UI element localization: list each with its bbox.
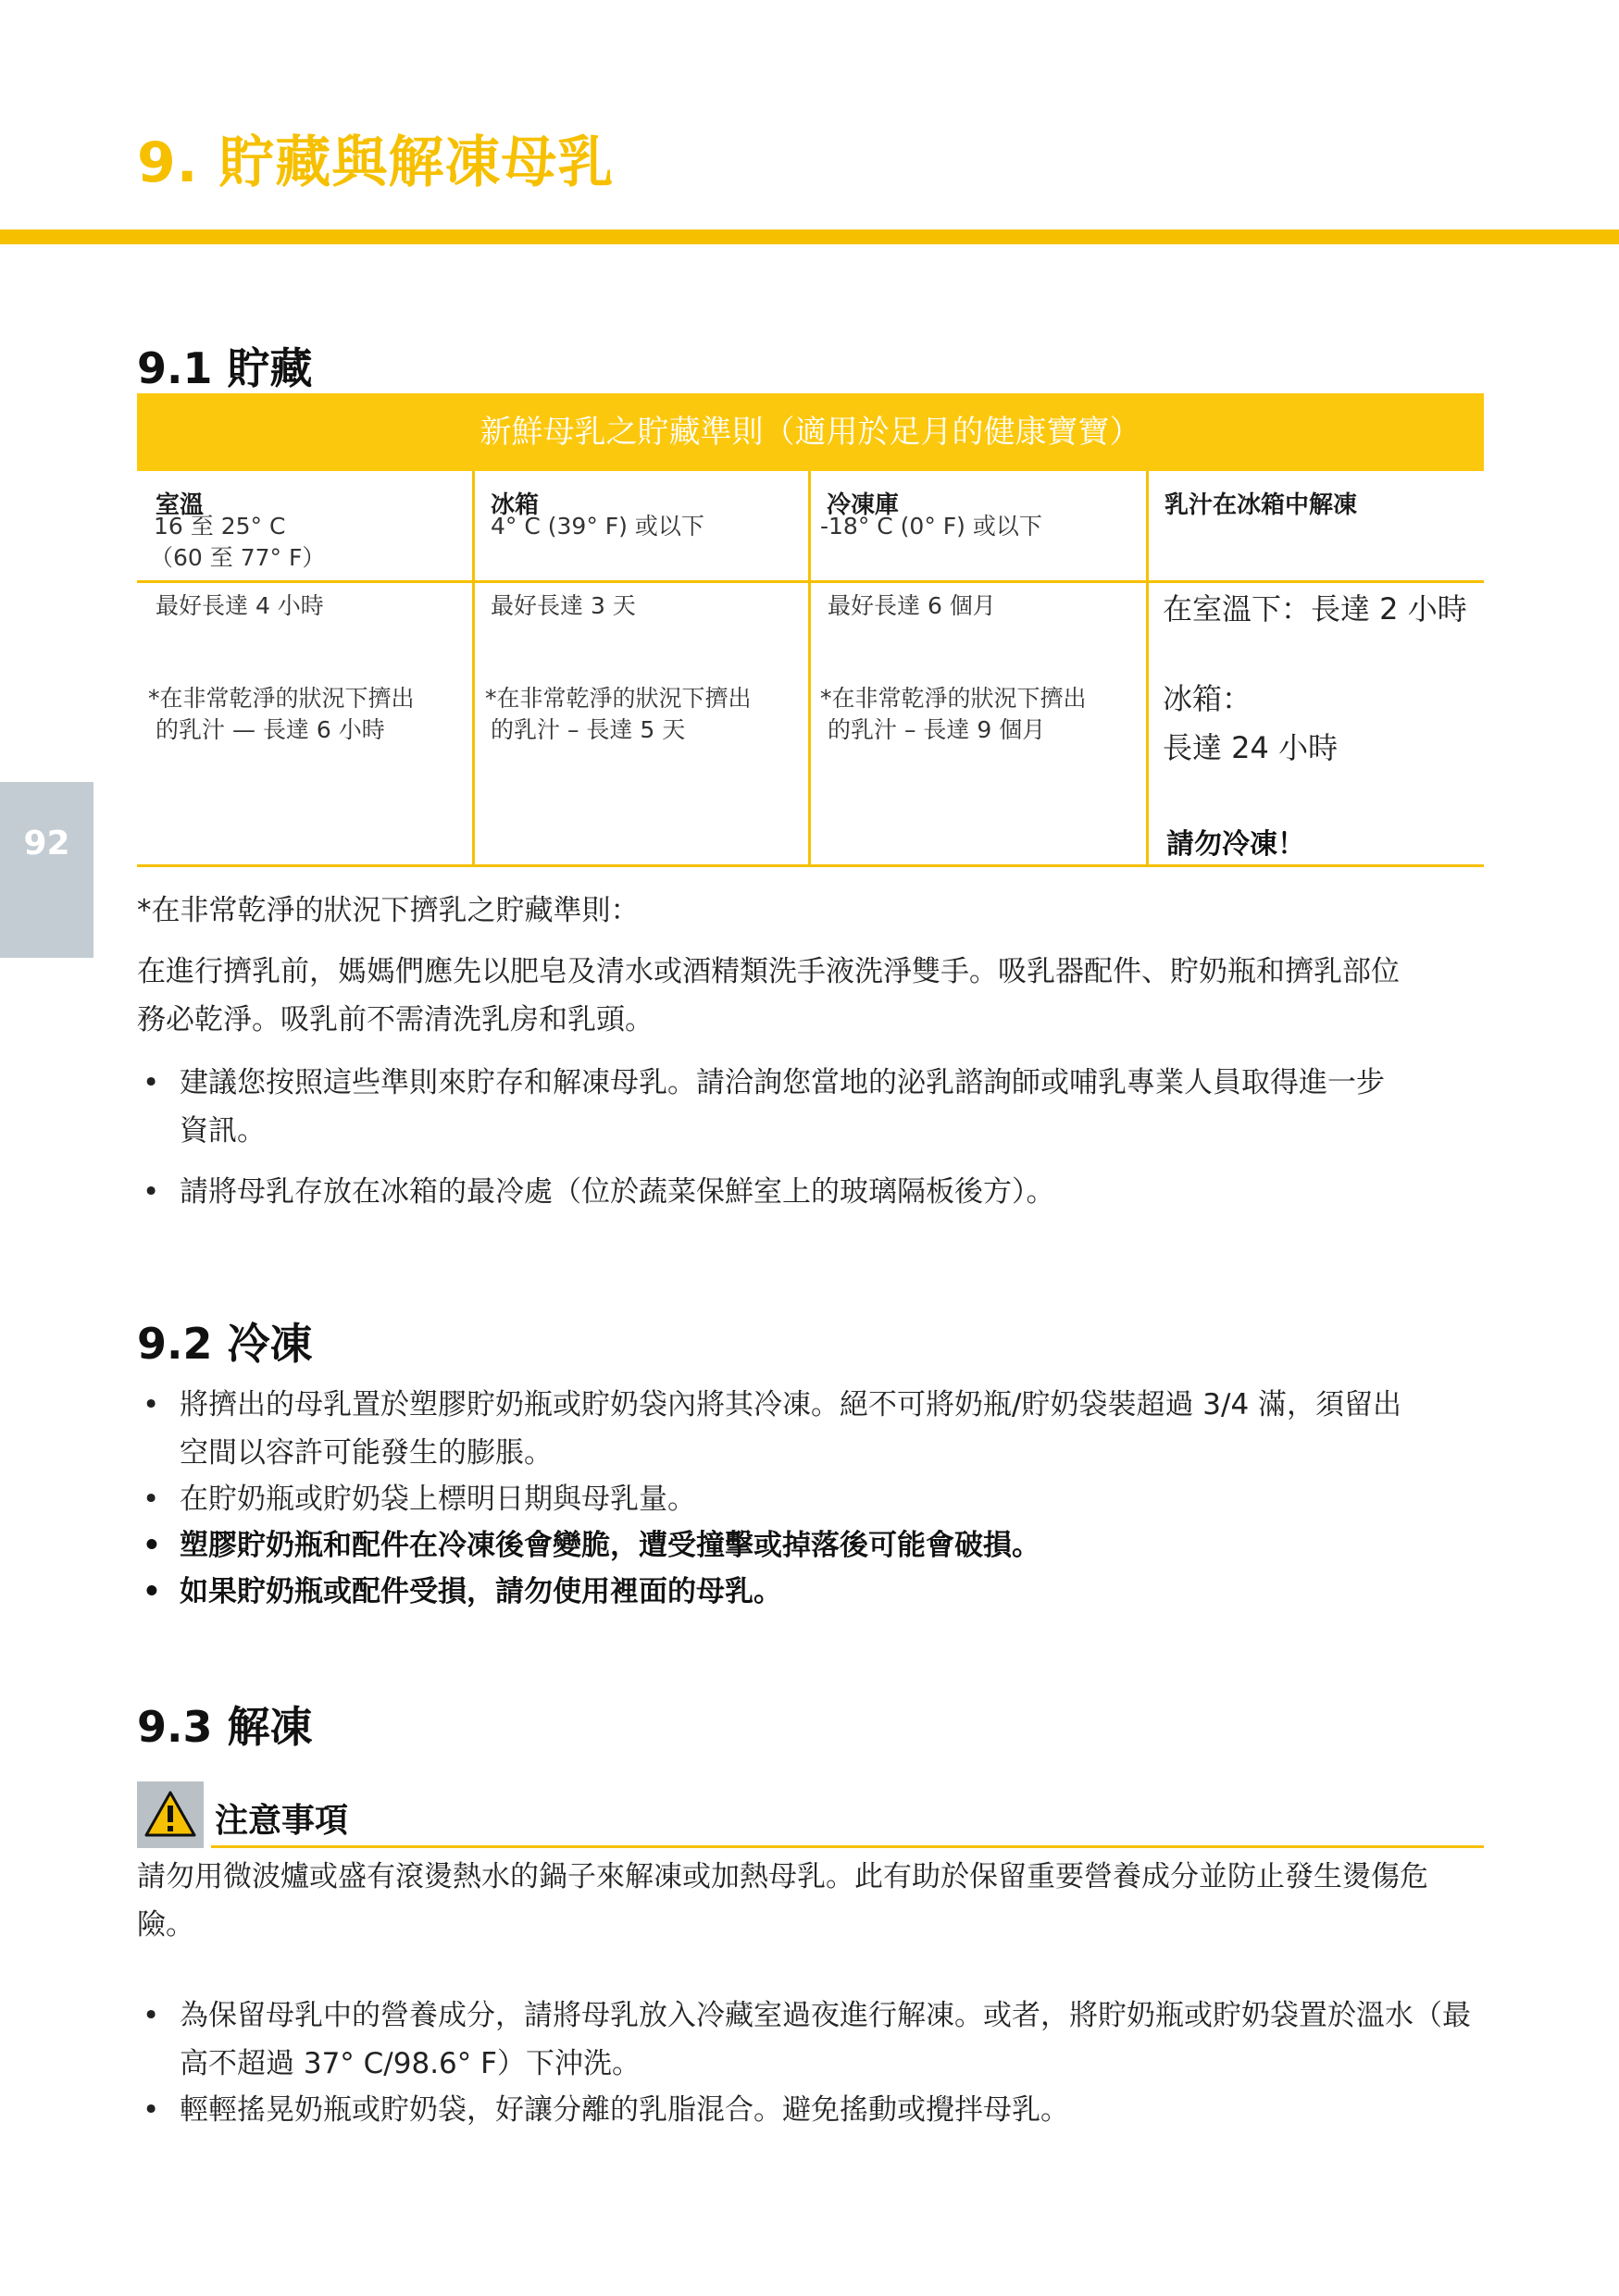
clean-guidelines-para <box>137 948 1498 1044</box>
list-item-text: 在貯奶瓶或貯奶袋上標明日期與母乳量。 <box>180 1483 696 1516</box>
col-freezer-best: 最好長達 6 個月 <box>828 592 996 619</box>
col-room-temp-cond: 16 至 25° C <box>154 513 286 540</box>
col-freezer-note: *在非常乾淨的狀況下擠出 <box>820 685 1087 712</box>
clean-guidelines-line: 在進行擠乳前，媽媽們應先以肥皂及清水或酒精類洗手液洗淨雙手。吸乳器配件、貯奶瓶和擠乳部位 <box>137 955 1400 988</box>
col-fridge-note: 的乳汁 – 長達 5 天 <box>491 716 686 743</box>
caution-text <box>137 1853 1498 1949</box>
bullet-icon: • <box>143 1529 161 1562</box>
caution-label: 注意事項 <box>215 1802 349 1840</box>
bullet-icon: • <box>143 1483 160 1516</box>
bullet-icon: • <box>143 1999 160 2032</box>
clean-guidelines-title: *在非常乾淨的狀況下擠乳之貯藏準則： <box>137 894 640 927</box>
list-item <box>137 1475 1526 1523</box>
col-thaw-room: 在室溫下：長達 2 小時 <box>1163 591 1467 627</box>
storage-guidelines-table <box>137 393 1484 867</box>
list-item <box>137 1521 1526 1570</box>
table-divider <box>1146 471 1149 867</box>
clean-guidelines-line: 務必乾淨。吸乳前不需清洗乳房和乳頭。 <box>137 1003 654 1036</box>
col-fridge-note: *在非常乾淨的狀況下擠出 <box>485 685 752 712</box>
table-divider <box>472 471 475 867</box>
col-freezer-cond: -18° C (0° F) 或以下 <box>820 513 1042 540</box>
col-freezer-note: 的乳汁 – 長達 9 個月 <box>828 716 1046 743</box>
col-fridge-best: 最好長達 3 天 <box>491 592 636 619</box>
page-number: 92 <box>23 825 70 863</box>
bullet-icon: • <box>143 1175 160 1209</box>
col-room-temp-cond-f: （60 至 77° F） <box>150 544 326 571</box>
section-9-3-title: 9.3 解凍 <box>137 1702 313 1752</box>
caution-rule <box>211 1845 1484 1848</box>
col-fridge-cond: 4° C (39° F) 或以下 <box>491 513 704 540</box>
chapter-title: 9. 貯藏與解凍母乳 <box>137 130 615 195</box>
table-title: 新鮮母乳之貯藏準則（適用於足月的健康寶寶） <box>137 393 1484 471</box>
col-thaw-fridge-duration: 長達 24 小時 <box>1163 730 1339 765</box>
bullet-icon: • <box>143 1388 160 1421</box>
col-room-temp-best: 最好長達 4 小時 <box>156 592 324 619</box>
list-item-text: 為保留母乳中的營養成分，請將母乳放入冷藏室過夜進行解凍。或者，將貯奶瓶或貯奶袋置於溫水（最 <box>180 1999 1471 2032</box>
page-number-tab <box>0 782 93 958</box>
list-item-text: 高不超過 37° C/98.6° F）下沖洗。 <box>180 2047 641 2080</box>
list-item-text: 塑膠貯奶瓶和配件在冷凍後會變脆，遭受撞擊或掉落後可能會破損。 <box>180 1529 1040 1562</box>
bullet-icon: • <box>143 2093 160 2127</box>
list-item <box>137 1568 1526 1616</box>
list-item-text: 將擠出的母乳置於塑膠貯奶瓶或貯奶袋內將其冷凍。絕不可將奶瓶/貯奶袋裝超過 3/4 滿，須留出 <box>180 1388 1402 1421</box>
caution-heading <box>137 1781 1484 1848</box>
list-item-text: 輕輕搖晃奶瓶或貯奶袋，好讓分離的乳脂混合。避免搖動或攪拌母乳。 <box>180 2093 1069 2127</box>
list-item <box>137 1059 1526 1160</box>
col-freezer-header: 冷凍庫 <box>827 491 900 519</box>
list-item <box>137 1381 1526 1479</box>
table-divider <box>137 864 1484 867</box>
caution-text-line: 險。 <box>137 1908 194 1942</box>
list-item-text: 如果貯奶瓶或配件受損，請勿使用裡面的母乳。 <box>180 1575 782 1608</box>
list-item-text: 建議您按照這些準則來貯存和解凍母乳。請洽詢您當地的泌乳諮詢師或哺乳專業人員取得進一步 <box>180 1066 1385 1099</box>
table-divider <box>808 471 811 867</box>
col-thaw-warning: 請勿冷凍！ <box>1166 828 1305 861</box>
col-thaw-header: 乳汁在冰箱中解凍 <box>1164 491 1358 519</box>
list-item <box>137 1992 1526 2090</box>
list-item <box>137 1168 1526 1220</box>
col-room-temp-header: 室溫 <box>156 491 205 519</box>
col-room-temp-note: 的乳汁 — 長達 6 小時 <box>156 716 385 743</box>
section-9-2-title: 9.2 冷凍 <box>137 1319 313 1369</box>
section-9-1-title: 9.1 貯藏 <box>137 343 313 393</box>
header-rule <box>0 230 1619 244</box>
col-room-temp-note: *在非常乾淨的狀況下擠出 <box>148 685 415 712</box>
table-divider <box>137 580 1484 583</box>
col-fridge-header: 冰箱 <box>491 491 540 519</box>
list-item-text: 資訊。 <box>180 1114 266 1148</box>
warning-triangle-icon <box>137 1781 204 1848</box>
bullet-icon: • <box>143 1575 161 1608</box>
caution-text-line: 請勿用微波爐或盛有滾燙熱水的鍋子來解凍或加熱母乳。此有助於保留重要營養成分並防止發生燙傷危 <box>137 1860 1428 1893</box>
list-item <box>137 2086 1526 2134</box>
bullet-icon: • <box>143 1066 160 1099</box>
list-item-text: 空間以容許可能發生的膨脹。 <box>180 1436 553 1470</box>
list-item-text: 請將母乳存放在冰箱的最冷處（位於蔬菜保鮮室上的玻璃隔板後方）。 <box>180 1175 1055 1209</box>
col-thaw-fridge: 冰箱： <box>1163 681 1252 716</box>
